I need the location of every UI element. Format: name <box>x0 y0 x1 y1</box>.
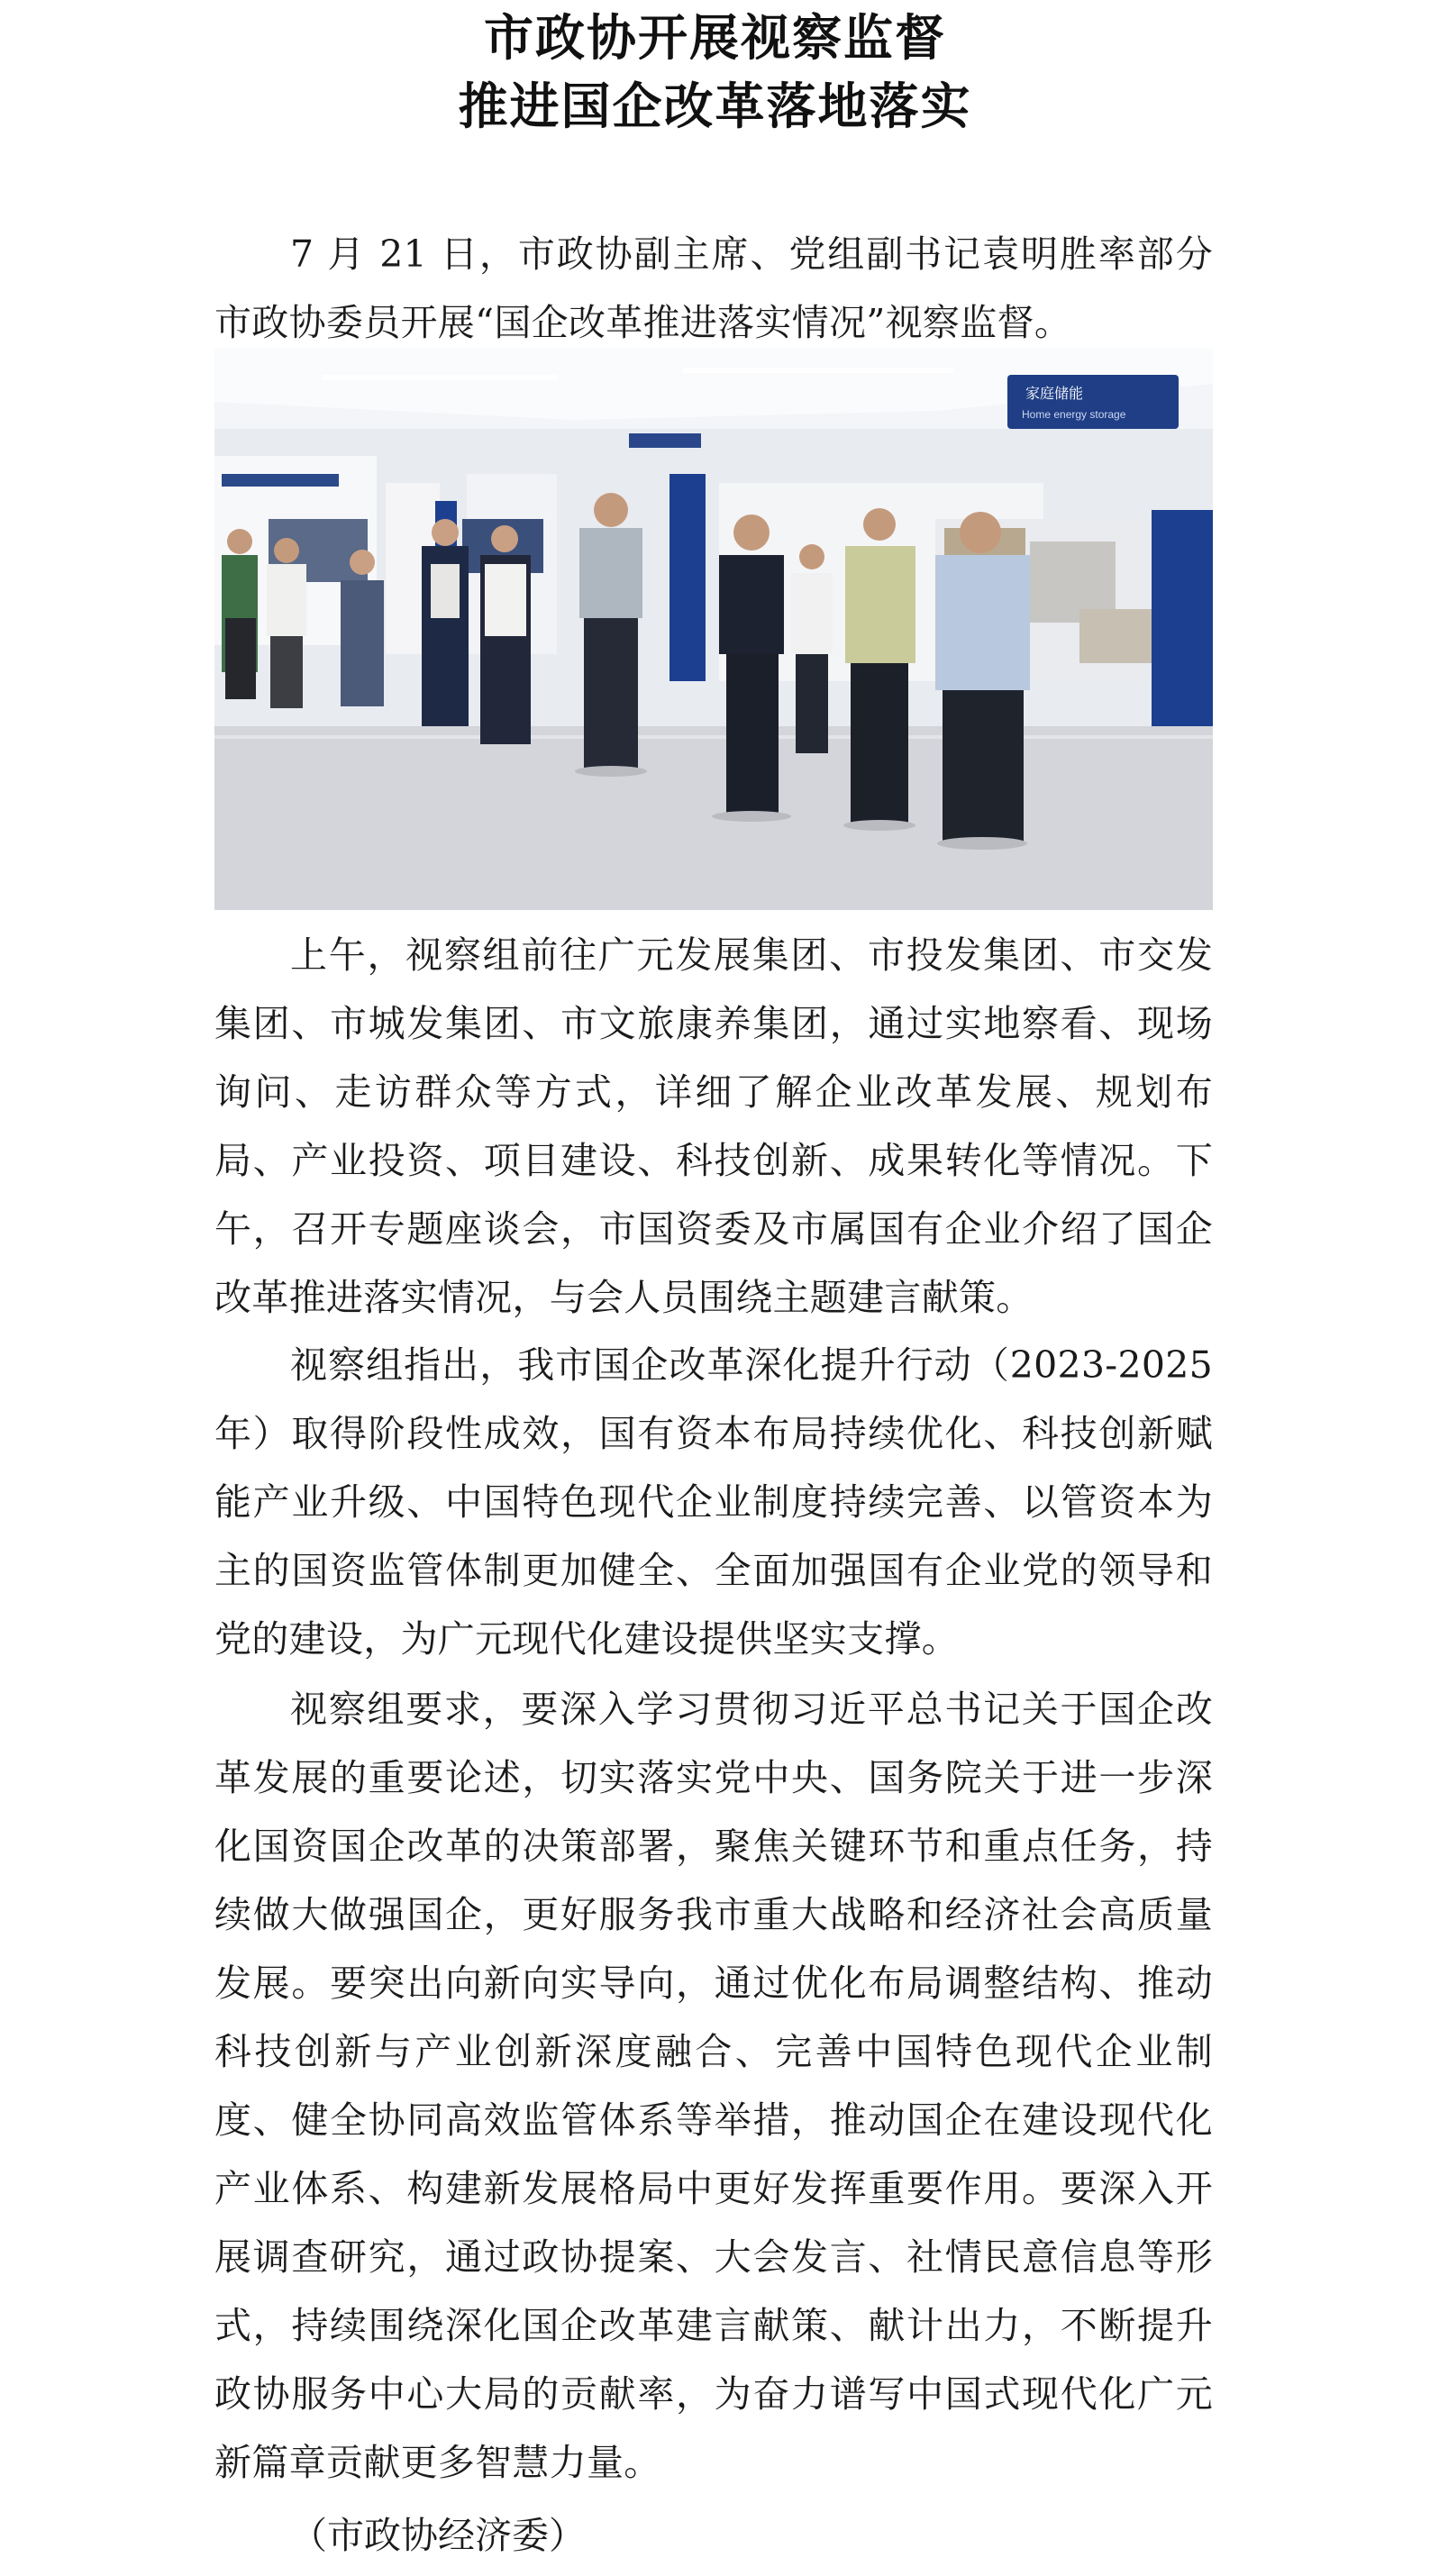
article-paragraph-4: 视察组要求，要深入学习贯彻习近平总书记关于国企改革发展的重要论述，切实落实党中央、国务院关于进一步深化国资国企改革的决策部署，聚焦关键环节和重点任务，持续做大做强国企，更好服务我市重大战略和经济社会高质量发展。要突出向新向实导向，通过优化布局调整结构、推动科技创新与产业创新深度融合、完善中国特色现代企业制度、健全协同高效监管体系等举措，推动国企在建设现代化产业体系、构建新发展格局中更好发挥重要作用。要深入开展调查研究，通过政协提案、大会发言、社情民意信息等形式，持续围绕深化国企改革建言献策、献计出力，不断提升政协服务中心大局的贡献率，为奋力谱写中国式现代化广元新篇章贡献更多智慧力量。 <box>214 1688 1213 2484</box>
article-paragraph-3: 视察组指出，我市国企改革深化提升行动（2023-2025年）取得阶段性成效，国有资本布局持续优化、科技创新赋能产业升级、中国特色现代企业制度持续完善、以管资本为主的国资监管体制更加健全、全面加强国有企业党的领导和党的建设，为广元现代化建设提供坚实支撑。 <box>214 1343 1213 1661</box>
inspection-photo <box>214 348 1213 910</box>
article-paragraph-2: 上午，视察组前往广元发展集团、市投发集团、市交发集团、市城发集团、市文旅康养集团，通过实地察看、现场询问、走访群众等方式，详细了解企业改革发展、规划布局、产业投资、项目建设、科技创新、成果转化等情况。下午，召开专题座谈会，市国资委及市属国有企业介绍了国企改革推进落实情况，与会人员围绕主题建言献策。 <box>214 933 1213 1319</box>
sign-title-text: 家庭储能 <box>1025 387 1084 402</box>
article-signature: （市政协经济委） <box>290 2514 586 2557</box>
article-title-line-1: 市政协开展视察监督 <box>483 8 946 67</box>
article-paragraph-1: 7 月 21 日，市政协副主席、党组副书记袁明胜率部分市政协委员开展“国企改革推进落实情况”视察监督。 <box>214 232 1213 344</box>
sign-subtitle-text: Home energy storage <box>1022 408 1126 421</box>
article-title-line-2: 推进国企改革落地落实 <box>458 77 972 135</box>
